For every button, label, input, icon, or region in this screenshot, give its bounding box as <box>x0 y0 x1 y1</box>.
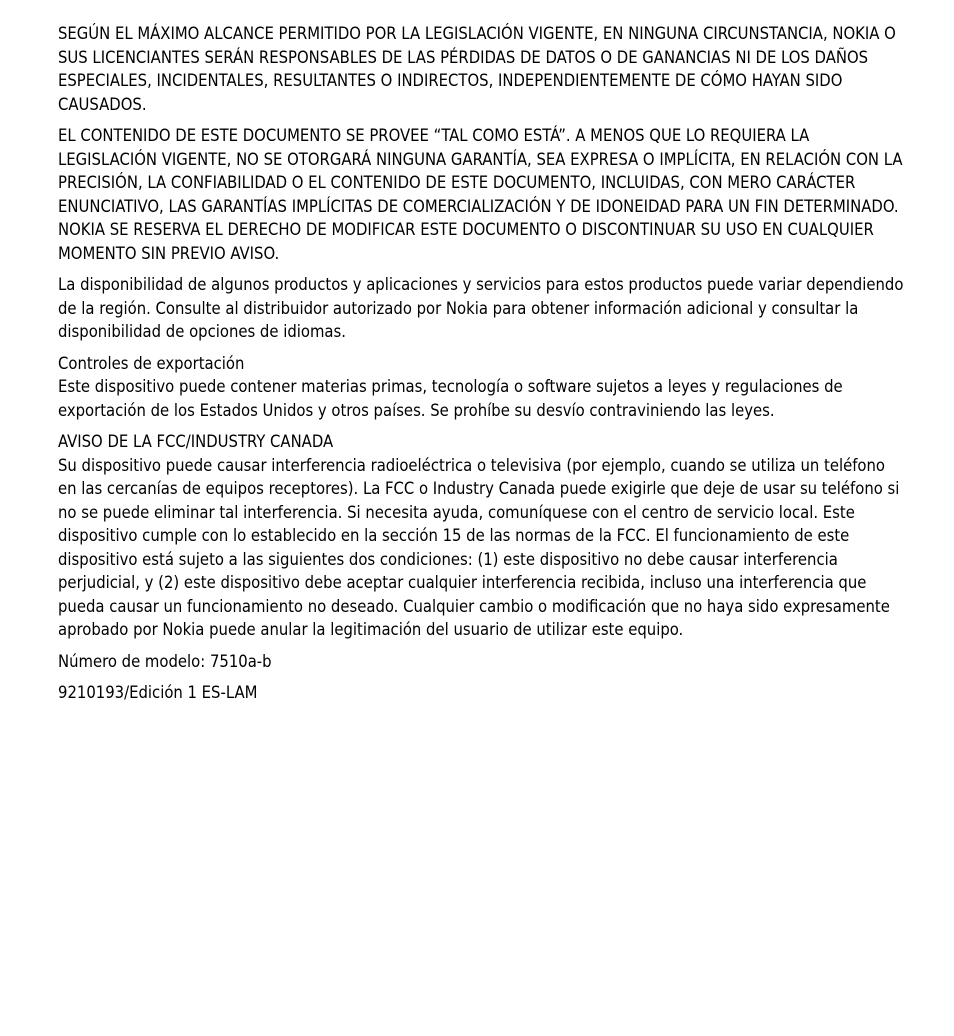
liability-paragraph: SEGÚN EL MÁXIMO ALCANCE PERMITIDO POR LA LEGISLACIÓN VIGENTE, EN NINGUNA CIRCUNSTANCIA, NOKIA O SUS LICENCIANTES SERÁN RESPONSABLES DE LAS PÉRDIDAS DE DATOS O DE GANANCIAS NI DE LOS DAÑOS ESPECIALES, INCIDENTALES, RESULTANTES O INDIRECTOS, INDEPENDIENTEMENTE DE CÓMO HAYAN SIDO CAUSADOS. <box>58 24 896 114</box>
availability-paragraph: La disponibilidad de algunos productos y aplicaciones y servicios para estos productos puede variar dependiendo de la región. Consulte al distribuidor autorizado por Nokia para obtener información adicional y consultar la disponibilidad de opciones de idiomas. <box>58 275 904 341</box>
export-controls-body: Este dispositivo puede contener materias primas, tecnología o software sujetos a leyes y regulaciones de exportación de los Estados Unidos y otros países. Se prohíbe su desvío contraviniendo las leyes. <box>58 377 843 420</box>
fcc-notice-body: Su dispositivo puede causar interferencia radioeléctrica o televisiva (por ejemplo, cuando se utiliza un teléfono en las cercanías de equipos receptores). La FCC o Industry Canada puede exigirle que deje de usar su teléfono si no se puede eliminar tal interferencia. Si necesita ayuda, comuníquese con el centro de servicio local. Este dispositivo cumple con lo establecido en la sección 15 de las normas de la FCC. El funcionamiento de este dispositivo está sujeto a las siguientes dos condiciones: (1) este dispositivo no debe causar interferencia perjudicial, y (2) este dispositivo debe aceptar cualquier interferencia recibida, incluso una interferencia que pueda causar un funcionamiento no deseado. Cualquier cambio o modificación que no haya sido expresamente aprobado por Nokia puede anular la legitimación del usuario de utilizar este equipo. <box>58 455 900 639</box>
model-number: Número de modelo: 7510a-b <box>58 651 272 671</box>
edition-code: 9210193/Edición 1 ES-LAM <box>58 683 258 702</box>
export-controls-section <box>58 352 904 423</box>
document-page <box>58 22 904 713</box>
export-controls-heading: Controles de exportación <box>58 353 245 373</box>
warranty-paragraph: EL CONTENIDO DE ESTE DOCUMENTO SE PROVEE “TAL COMO ESTÁ”. A MENOS QUE LO REQUIERA LA LEGISLACIÓN VIGENTE, NO SE OTORGARÁ NINGUNA GARANTÍA, SEA EXPRESA O IMPLÍCITA, EN RELACIÓN CON LA PRECISIÓN, LA CONFIABILIDAD O EL CONTENIDO DE ESTE DOCUMENTO, INCLUIDAS, CON MERO CARÁCTER ENUNCIATIVO, LAS GARANTÍAS IMPLÍCITAS DE COMERCIALIZACIÓN Y DE IDONEIDAD PARA UN FIN DETERMINADO. NOKIA SE RESERVA EL DERECHO DE MODIFICAR ESTE DOCUMENTO O DISCONTINUAR SU USO EN CUALQUIER MOMENTO SIN PREVIO AVISO. <box>58 126 903 263</box>
fcc-notice-section <box>58 430 904 642</box>
fcc-notice-heading: AVISO DE LA FCC/INDUSTRY CANADA <box>58 432 334 451</box>
